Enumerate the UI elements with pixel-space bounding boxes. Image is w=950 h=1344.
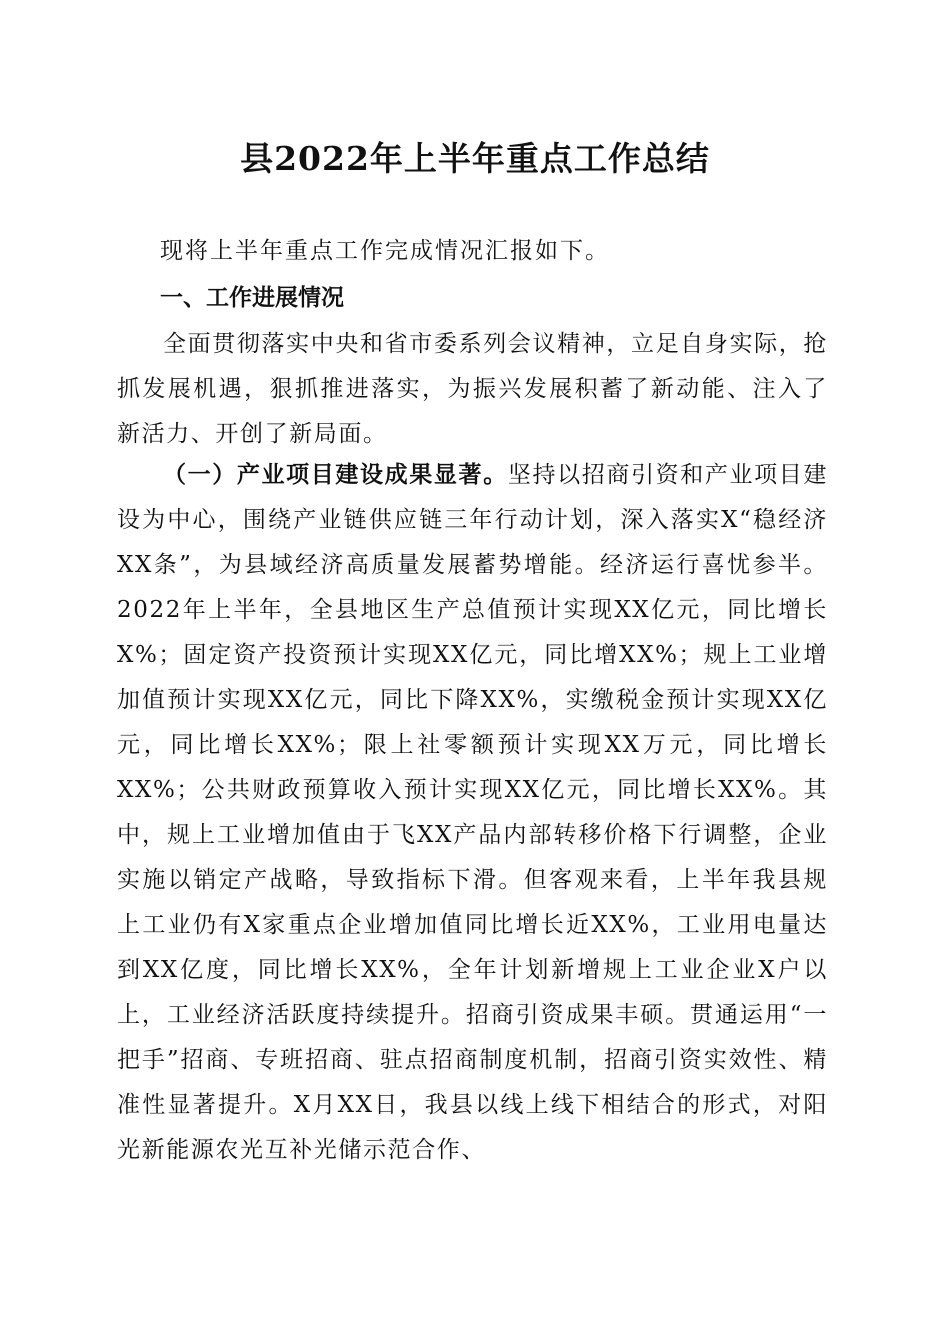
subsection-heading: （一）产业项目建设成果显著。 — [163, 461, 508, 488]
section-paragraph: 全面贯彻落实中央和省市委系列会议精神，立足自身实际，抢抓发展机遇，狠抓推进落实，为振兴发展积蓄了新动能、注入了新活力、开创了新局面。 — [117, 331, 828, 447]
subsection-paragraph — [117, 452, 828, 1173]
section-heading: 一、工作进展情况 — [160, 285, 344, 311]
intro-paragraph: 现将上半年重点工作完成情况汇报如下。 — [160, 238, 610, 264]
subsection-body: 坚持以招商引资和产业项目建设为中心，围绕产业链供应链三年行动计划，深入落实X“稳经济XX条”，为县域经济高质量发展蓄势增能。经济运行喜忧参半。2022年上半年，全县地区生产总值预计实现XX亿元，同比增长X%；固定资产投资预计实现XX亿元，同比增XX%；规上工业增加值预计实现XX亿元，同比下降XX%，实缴税金预计实现XX亿元，同比增长XX%；限上社零额预计实现XX万元，同比增长XX%；公共财政预算收入预计实现XX亿元，同比增长XX%。其中，规上工业增加值由于飞XX产品内部转移价格下行调整，企业实施以销定产战略，导致指标下滑。但客观来看，上半年我县规上工业仍有X家重点企业增加值同比增长近XX%，工业用电量达到XX亿度，同比增长XX%，全年计划新增规上工业企业X户以上，工业经济活跃度持续提升。招商引资成果丰硕。贯通运用“一把手”招商、专班招商、驻点招商制度机制，招商引资实效性、精准性显著提升。X月XX日，我县以线上线下相结合的形式，对阳光新能源农光互补光储示范合作、 — [117, 462, 828, 1163]
document-title: 县2022年上半年重点工作总结 — [240, 139, 710, 178]
